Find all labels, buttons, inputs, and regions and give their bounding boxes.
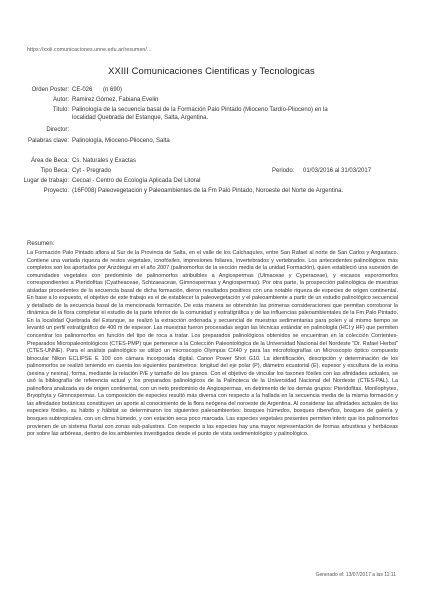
periodo-label: Periodo: <box>272 168 295 174</box>
generated-footer: Generado el: 13/07/2017 a las 11:11 <box>315 572 396 578</box>
autor-label: Autor: <box>52 97 69 103</box>
titulo-line-1: Palinología de la secuencia basal de la Formación Palo Pintado (Mioceno Tardío-Plioceno) en la <box>72 107 328 113</box>
periodo-value: 01/03/2016 al 31/03/2017 <box>303 168 372 174</box>
abstract-text: La Formación Palo Pintado aflora al Sur de la Provincia de Salta, en el valle de los Calchaquíes, entre San Rafael al norte de San Carlos y Angastaco. Contiene una variada riqueza de restos vegetales, icnofósiles, impresiones foliares, invertebrados y vertebrados. Los antecedentes palinológicos más completos son los aportados por Anzótegui en el año 2007 (palinomorfos de la sección media de la unidad Formación), quien estableció una sucesión de comunidades vegetales con predominio de palinomorfos atribuibles a Angiospermas (Ulmaceae y Cyperaceae), y escasos esporomorfos correspondientes a Pteridofitas (Cyatheaceae, Schizaeaceae, Gimnospermas y Angiospermas). Por otra parte, la prospección palinológica de muestras aisladas procedentes de la secuencia basal de dicha formación, dieron resultados positivos con una notable riqueza de especies de origen continental. En base a lo expuesto, el objetivo de este trabajo es el de establecer la paleovegetación y el paleoambiente a partir de un estudio palinológico secuencial y detallado de la secuencia basal de la mencionada formación. De esta manera se obtendrán las primeras consideraciones que permitan corroborar la dinámica de la flora completar el estudio de la parte inferior de la comunidad y estratigráfica y de las influencias paleoambientales de la Fm Palo Pintado. En la localidad Quebrada del Estanque, se realizó la extracción ordenada y secuencial de muestras sedimentarias para polen y al mismo tiempo se levantó un perfil estratigráfico de 400 m de espesor. Las muestras fueron procesadas según las técnicas estándar en palinología (HCl y HF) que permiten concentrar los palinomorfos en función del tipo de roca a tratar. Los preparados palinológicos obtenidos se encuentran en la colección Corrientes-Preparados Micropaleontológicos (CTES-PMP) que pertenece a la Colección Paleontológica de la Universidad Nacional del Nordeste "Dr. Rafael Herbst" (CTES-UNNE). Para el análisis palinológico se utilizó un microscopio Olympus CX40 y para las microfotografías un Microscopio óptico compuesto binocular Nikon ECLIPSE E 100 con cámara incorporada digital. Canon Power Shot G10. La identificación, descripción y determinación de los palinomorfos se realizó teniendo en cuenta los siguientes parámetros: longitud del eje polar (P), diámetro ecuatorial (E), espesor y escultura de la exina (sexina y nexina), forma, mediante la relación P/E y tamaño de los granos. Con el objetivo de vincular los taxones fósiles con las afinidades actuales, se usó la bibliografía de referencia actual y los preparados palinológicos de la Palinoteca de la Universidad Nacional del Nordeste (CTES-PAL). La palinoflora analizada es de origen continental, con un neto predominio de Angiospermas, en detrimento de los demás grupos: Pteridofitas, Monilophytes, Bryophyta y Gimnospermas. La composición de especies resultó más diversa con respecto a la hallada en la secuencia media de la misma formación y las afinidades botánicas constituyen un aporte al conocimiento de la flora neógena del noroeste de Argentina. Al considerar las afinidades actuales de las especies fósiles, su hábito y hábitat se determinaron los siguientes paleoambientes: bosques húmedos, bosques ribereños, bosques de galería y bosques subtropicales, con un clima húmedo, y con estación seca poco marcada. Las especies vegetales presentes permiten inferir que los palinomorfos provienen de un sistema fluvial con zonas sub-palustres. Con respecto a las especies hay una mayor representación de formas arbustivas y herbáceas por sobre las arbóreas, dentro de los ambientes investigados desde el punto de vista sedimentológico y palinológico. <box>27 250 398 438</box>
page-url: https://xxiii.comunicaciones.unne.edu.ar/resumen/... <box>27 47 152 53</box>
area-label: Área de Beca: <box>30 158 69 164</box>
autor-value: Ramirez Gómez, Fabiana Evelin <box>72 97 159 103</box>
orden-poster-id: (n 690) <box>103 87 123 93</box>
area-value: Cs. Naturales y Exactas <box>72 158 137 164</box>
lugar-label: Lugar de trabajo: <box>23 178 69 184</box>
titulo-label: Titulo: <box>52 107 69 113</box>
resumen-label: Resumen: <box>27 241 55 247</box>
palabras-clave-value: Palinología, Mioceno-Plioceno, Salta <box>72 138 170 144</box>
tipo-beca-label: Tipo Beca: <box>40 168 69 174</box>
titulo-line-2: localidad Quebrada del Estanque, Salta, Argentina. <box>72 115 209 121</box>
lugar-value: Cecoal - Centro de Ecología Aplicada Del Litoral <box>72 178 201 184</box>
tipo-beca-value: Cyt - Pregrado <box>72 168 112 174</box>
page-title: XXIII Comunicaciones Cientificas y Tecnologicas <box>108 65 315 76</box>
proyecto-label: Proyecto: <box>43 188 69 194</box>
orden-poster-value: CE-026 <box>72 87 93 93</box>
proyecto-value: (16F008) Paleovegetación y Paleoambientes de la Fm Palo Pintado, Noroeste del Norte de Argentina. <box>72 188 344 194</box>
palabras-clave-label: Palabras clave: <box>27 138 69 144</box>
director-label: Director: <box>46 127 69 133</box>
orden-poster-label: Orden Poster: <box>31 87 69 93</box>
